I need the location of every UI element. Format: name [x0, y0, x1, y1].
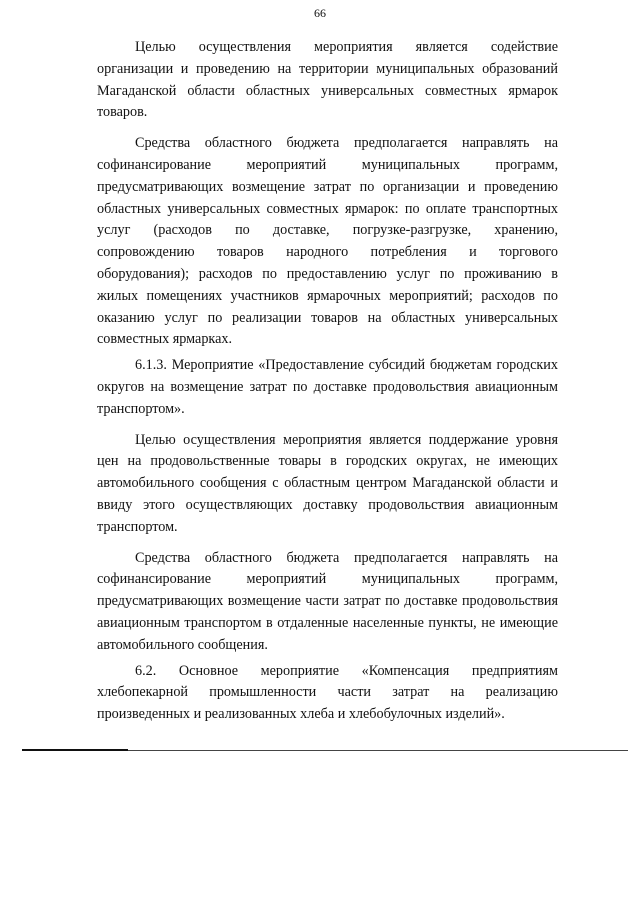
paragraph-measure-6-2: 6.2. Основное мероприятие «Компенсация предприятиям хлебопекарной промышленности части затрат на реализацию произведенных и реализованных хлеба и хлебобулочных изделий».: [97, 662, 558, 723]
page-number: 66: [314, 6, 326, 20]
paragraph-aviation-funding: Средства областного бюджета предполагается направлять на софинансирование мероприятий муниципальных программ, предусматривающих возмещение части затрат по доставке продовольствия авиационным транспортом в отдаленные населенные пункты, не имеющие автомобильного сообщения.: [97, 549, 558, 653]
paragraph-fair-funding: Средства областного бюджета предполагается направлять на софинансирование мероприятий муниципальных программ, предусматривающих возмещение затрат по организации и проведению областных универсальных совместных ярмарок: по оплате транспортных услуг (расходов по доставке, погрузке-разгрузке, хранению, сопровождению товаров народного потребления и торгового оборудования); расходов по предоставлению услуг по проживанию в жилых помещениях участников ярмарочных мероприятий; расходов по оказанию услуг по реализации товаров на областных универсальных совместных ярмарках.: [97, 135, 558, 348]
paragraph-aviation-goal: Целью осуществления мероприятия является поддержание уровня цен на продовольственные товары в городских округах, не имеющих автомобильного сообщения с областным центром Магаданской области и ввиду этого осуществляющих доставку продовольствия авиационным транспортом.: [97, 431, 558, 535]
paragraph-measure-6-1-3: 6.1.3. Мероприятие «Предоставление субсидий бюджетам городских округов на возмещение затрат по доставке продовольствия авиационным транспортом».: [97, 357, 558, 417]
footer-rule-thick: [22, 749, 128, 751]
document-body: [97, 37, 558, 726]
paragraph-fair-goal: Целью осуществления мероприятия является содействие организации и проведению на территории муниципальных образований Магаданской области областных универсальных совместных ярмарок товаров.: [97, 39, 558, 121]
footer-rule: [128, 750, 628, 751]
